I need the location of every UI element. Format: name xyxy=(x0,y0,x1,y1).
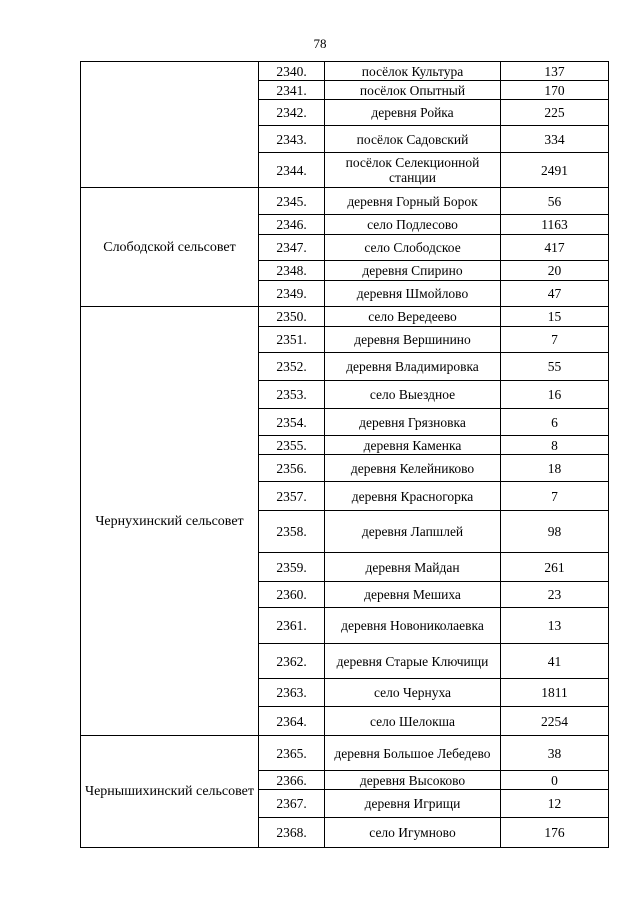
settlement-name: деревня Шмойлово xyxy=(325,281,501,307)
population-value: 225 xyxy=(501,100,609,126)
settlement-name: деревня Владимировка xyxy=(325,353,501,381)
population-value: 2491 xyxy=(501,153,609,188)
population-value: 41 xyxy=(501,644,609,679)
row-number: 2360. xyxy=(259,582,325,608)
population-value: 13 xyxy=(501,608,609,644)
settlement-name: село Слободское xyxy=(325,235,501,261)
row-number: 2341. xyxy=(259,81,325,100)
council-cell: Чернышихинский сельсовет xyxy=(81,736,259,848)
settlement-name: деревня Каменка xyxy=(325,436,501,455)
row-number: 2347. xyxy=(259,235,325,261)
settlement-name: деревня Горный Борок xyxy=(325,188,501,215)
table-row xyxy=(81,188,609,215)
settlement-name: деревня Келейниково xyxy=(325,455,501,482)
row-number: 2357. xyxy=(259,482,325,511)
table-row xyxy=(81,62,609,81)
population-value: 23 xyxy=(501,582,609,608)
settlement-name: деревня Ройка xyxy=(325,100,501,126)
row-number: 2366. xyxy=(259,771,325,790)
row-number: 2361. xyxy=(259,608,325,644)
population-value: 98 xyxy=(501,511,609,553)
settlement-name: посёлок Опытный xyxy=(325,81,501,100)
population-value: 7 xyxy=(501,327,609,353)
row-number: 2362. xyxy=(259,644,325,679)
settlement-name: деревня Лапшлей xyxy=(325,511,501,553)
settlement-name: деревня Игрищи xyxy=(325,790,501,818)
settlement-name: деревня Майдан xyxy=(325,553,501,582)
population-value: 18 xyxy=(501,455,609,482)
row-number: 2351. xyxy=(259,327,325,353)
row-number: 2350. xyxy=(259,307,325,327)
settlement-name: деревня Большое Лебедево xyxy=(325,736,501,771)
settlement-name: село Шелокша xyxy=(325,707,501,736)
population-value: 170 xyxy=(501,81,609,100)
row-number: 2344. xyxy=(259,153,325,188)
row-number: 2355. xyxy=(259,436,325,455)
population-value: 6 xyxy=(501,409,609,436)
settlement-name: деревня Спирино xyxy=(325,261,501,281)
population-value: 20 xyxy=(501,261,609,281)
settlement-name: село Подлесово xyxy=(325,215,501,235)
row-number: 2368. xyxy=(259,818,325,848)
population-value: 261 xyxy=(501,553,609,582)
row-number: 2343. xyxy=(259,126,325,153)
settlements-table xyxy=(80,61,609,848)
settlement-name: деревня Старые Ключищи xyxy=(325,644,501,679)
settlement-name: посёлок Селекционной станции xyxy=(325,153,501,188)
settlement-name: посёлок Садовский xyxy=(325,126,501,153)
population-value: 8 xyxy=(501,436,609,455)
row-number: 2348. xyxy=(259,261,325,281)
population-value: 334 xyxy=(501,126,609,153)
row-number: 2342. xyxy=(259,100,325,126)
settlement-name: село Выездное xyxy=(325,381,501,409)
row-number: 2358. xyxy=(259,511,325,553)
population-value: 55 xyxy=(501,353,609,381)
settlement-name: село Чернуха xyxy=(325,679,501,707)
settlement-name: деревня Новониколаевка xyxy=(325,608,501,644)
settlement-name: деревня Мешиха xyxy=(325,582,501,608)
row-number: 2365. xyxy=(259,736,325,771)
population-value: 137 xyxy=(501,62,609,81)
population-value: 12 xyxy=(501,790,609,818)
population-value: 16 xyxy=(501,381,609,409)
population-value: 1811 xyxy=(501,679,609,707)
row-number: 2356. xyxy=(259,455,325,482)
council-cell: Слободской сельсовет xyxy=(81,188,259,307)
row-number: 2352. xyxy=(259,353,325,381)
row-number: 2345. xyxy=(259,188,325,215)
population-value: 7 xyxy=(501,482,609,511)
row-number: 2349. xyxy=(259,281,325,307)
page-number: 78 xyxy=(313,36,327,51)
population-value: 417 xyxy=(501,235,609,261)
row-number: 2353. xyxy=(259,381,325,409)
population-value: 47 xyxy=(501,281,609,307)
row-number: 2354. xyxy=(259,409,325,436)
row-number: 2346. xyxy=(259,215,325,235)
population-value: 15 xyxy=(501,307,609,327)
row-number: 2367. xyxy=(259,790,325,818)
settlement-name: деревня Вершинино xyxy=(325,327,501,353)
settlement-name: село Игумново xyxy=(325,818,501,848)
settlement-name: деревня Грязновка xyxy=(325,409,501,436)
table-row xyxy=(81,736,609,771)
row-number: 2359. xyxy=(259,553,325,582)
council-cell: Чернухинский сельсовет xyxy=(81,307,259,736)
population-value: 1163 xyxy=(501,215,609,235)
settlement-name: посёлок Культура xyxy=(325,62,501,81)
council-cell xyxy=(81,62,259,188)
settlement-name: село Вередеево xyxy=(325,307,501,327)
settlement-name: деревня Красногорка xyxy=(325,482,501,511)
row-number: 2340. xyxy=(259,62,325,81)
row-number: 2363. xyxy=(259,679,325,707)
settlement-name: деревня Высоково xyxy=(325,771,501,790)
row-number: 2364. xyxy=(259,707,325,736)
population-value: 56 xyxy=(501,188,609,215)
population-value: 38 xyxy=(501,736,609,771)
population-value: 176 xyxy=(501,818,609,848)
population-value: 0 xyxy=(501,771,609,790)
population-value: 2254 xyxy=(501,707,609,736)
table-row xyxy=(81,307,609,327)
